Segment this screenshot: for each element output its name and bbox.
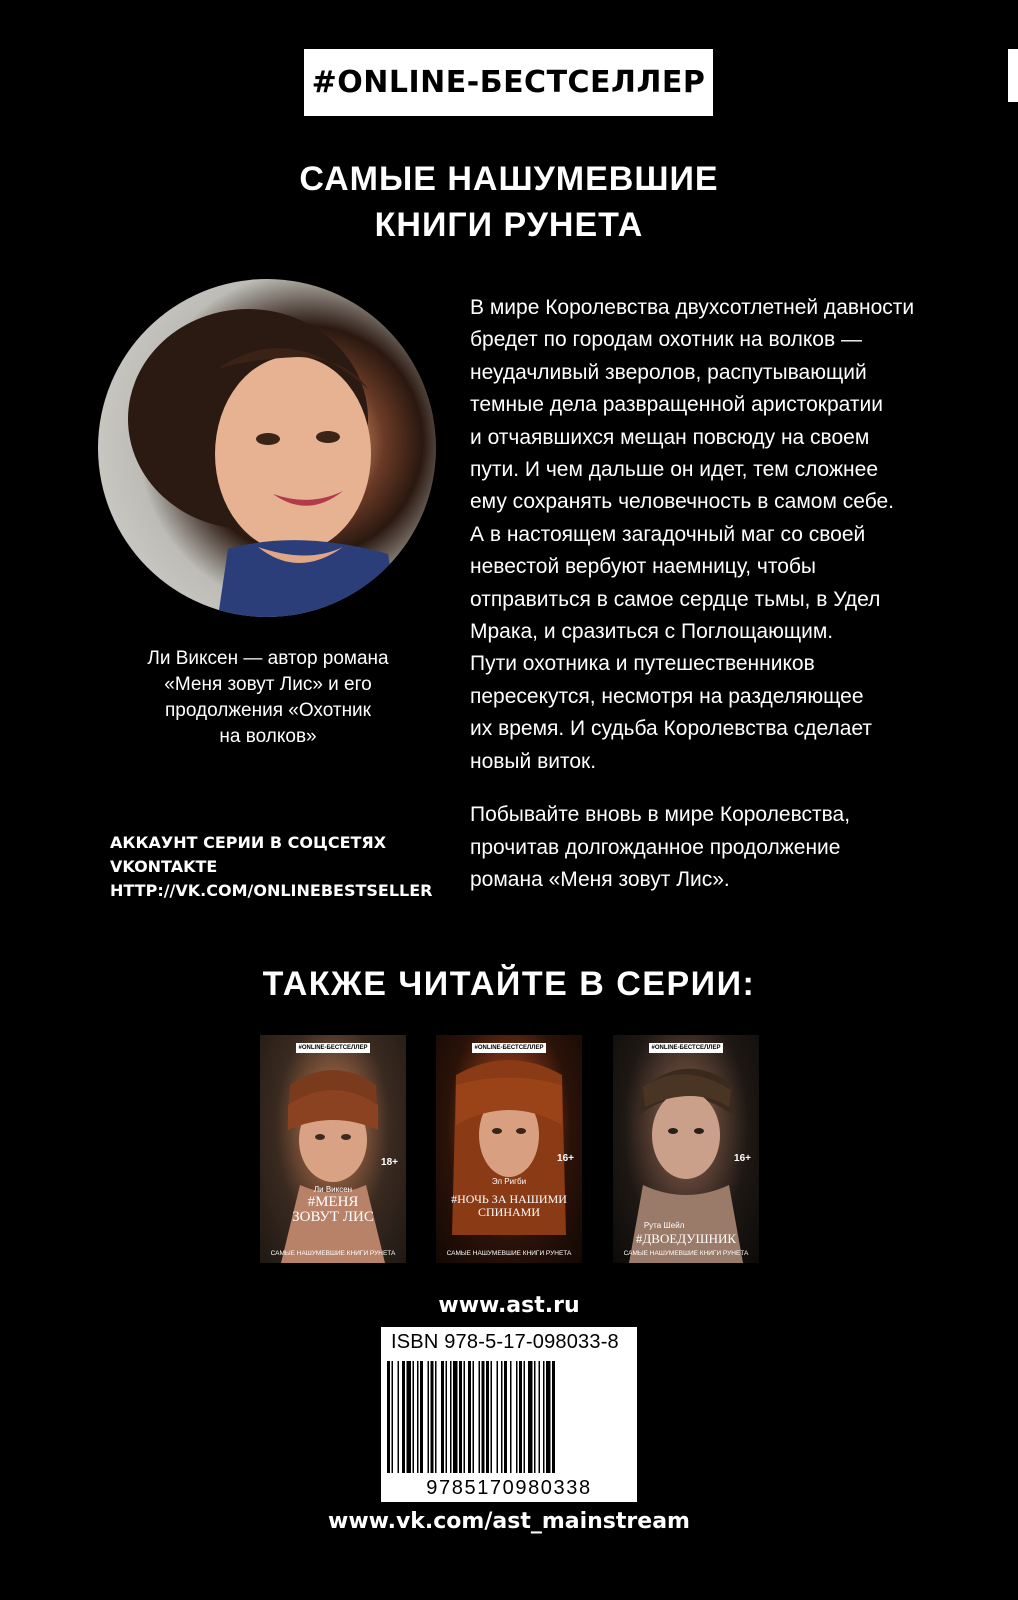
cover-title — [260, 1195, 406, 1225]
cover-title-line: #МЕНЯ — [307, 1194, 359, 1210]
also-read-heading: ТАКЖЕ ЧИТАЙТЕ В СЕРИИ: — [262, 965, 756, 1003]
social-link[interactable]: HTTP://VK.COM/ONLINEBESTSELLER — [110, 881, 433, 900]
tagline-line-2: КНИГИ РУНЕТА — [374, 206, 644, 244]
cover-badge: #ONLINE-БЕСТСЕЛЛЕР — [296, 1043, 370, 1053]
cover-title-line: #НОЧЬ ЗА НАШИМИ — [451, 1192, 567, 1206]
barcode-digits: 9785170980338 — [426, 1477, 592, 1499]
isbn-number: ISBN 978-5-17-098033-8 — [391, 1331, 619, 1353]
description-line: А в настоящем загадочный маг со своей — [470, 522, 866, 546]
book-description — [470, 292, 930, 917]
description-line: невестой вербуют наемницу, чтобы — [470, 555, 817, 579]
book-cover[interactable] — [436, 1035, 582, 1263]
age-rating: 18+ — [381, 1157, 398, 1168]
tagline-line-1: САМЫЕ НАШУМЕВШИЕ — [299, 160, 719, 198]
closing-line: прочитав долгожданное продолжение — [470, 835, 841, 859]
social-network: VKONTAKTE — [110, 857, 218, 876]
barcode-block — [381, 1327, 637, 1502]
age-rating: 16+ — [734, 1153, 751, 1164]
author-caption-line: Ли Виксен — автор романа — [147, 648, 389, 669]
description-line: и отчаявшихся мещан повсюду на своем — [470, 425, 870, 449]
cover-title-line: СПИНАМИ — [477, 1205, 540, 1219]
cover-series: САМЫЕ НАШУМЕВШИЕ КНИГИ РУНЕТА — [270, 1250, 396, 1257]
description-line: новый виток. — [470, 749, 597, 773]
cover-badge: #ONLINE-БЕСТСЕЛЛЕР — [472, 1043, 546, 1053]
description-paragraph — [470, 292, 930, 778]
cover-series: САМЫЕ НАШУМЕВШИЕ КНИГИ РУНЕТА — [623, 1250, 749, 1257]
cover-author: Эл Ригби — [491, 1177, 527, 1186]
publisher-site[interactable]: www.ast.ru — [438, 1293, 580, 1318]
tagline — [230, 156, 788, 248]
barcode-bars — [381, 1327, 637, 1502]
author-caption-line: на волков» — [219, 726, 317, 747]
series-badge: #ONLINE-БЕСТСЕЛЛЕР — [304, 49, 713, 116]
description-line: Мрака, и сразиться с Поглощающим. — [470, 620, 834, 644]
description-line: их время. И судьба Королевства сделает — [470, 717, 873, 741]
author-caption-line: «Меня зовут Лис» и его — [164, 674, 372, 695]
cover-author: Рута Шейл — [643, 1221, 685, 1230]
description-line: неудачливый зверолов, распутывающий — [470, 360, 867, 384]
cover-title-line: #ДВОЕДУШНИК — [635, 1231, 737, 1246]
cover-title — [613, 1231, 759, 1246]
closing-line: Побывайте вновь в мире Королевства, — [470, 803, 851, 827]
author-portrait-illustration — [98, 279, 436, 617]
vk-link[interactable]: www.vk.com/ast_mainstream — [328, 1509, 690, 1534]
cover-author: Ли Виксен — [313, 1185, 353, 1194]
description-line: ему сохранять человечность в самом себе. — [470, 490, 894, 514]
description-line: пересекутся, несмотря на разделяющее — [470, 684, 864, 708]
social-heading: АККАУНТ СЕРИИ В СОЦСЕТЯХ — [110, 833, 387, 852]
cover-title-line: ЗОВУТ ЛИС — [292, 1209, 374, 1225]
author-photo — [98, 279, 436, 617]
cover-portrait-illustration — [260, 1035, 406, 1263]
cover-title — [436, 1193, 582, 1219]
description-line: бредет по городам охотник на волков — — [470, 328, 862, 352]
author-caption — [118, 646, 418, 750]
book-cover[interactable] — [260, 1035, 406, 1263]
description-line: темные дела развращенной аристократии — [470, 393, 883, 417]
book-cover[interactable] — [613, 1035, 759, 1263]
description-line: пути. И чем дальше он идет, тем сложнее — [470, 458, 879, 482]
description-line: Пути охотника и путешественников — [470, 652, 815, 676]
author-caption-line: продолжения «Охотник — [165, 700, 371, 721]
age-rating: 16+ — [557, 1153, 574, 1164]
description-line: В мире Королевства двухсотлетней давности — [470, 296, 915, 319]
cover-portrait-illustration — [436, 1035, 582, 1263]
description-closing — [470, 799, 930, 896]
edge-mark — [1008, 49, 1018, 102]
social-account-info — [110, 831, 440, 903]
cover-series: САМЫЕ НАШУМЕВШИЕ КНИГИ РУНЕТА — [446, 1250, 572, 1257]
cover-badge: #ONLINE-БЕСТСЕЛЛЕР — [649, 1043, 723, 1053]
description-line: отправиться в самое сердце тьмы, в Удел — [470, 587, 881, 611]
closing-line: романа «Меня зовут Лис». — [470, 867, 730, 891]
